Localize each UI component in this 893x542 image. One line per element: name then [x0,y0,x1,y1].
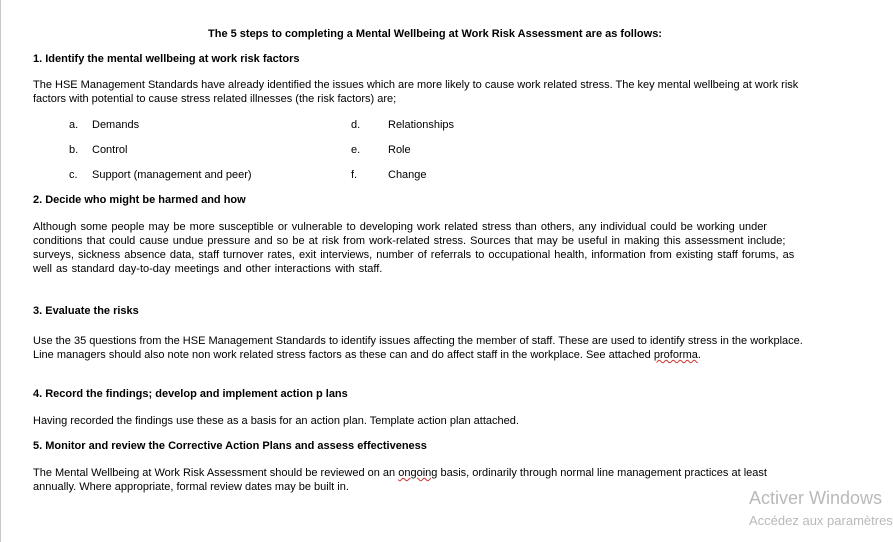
activation-watermark-subtitle: Accédez aux paramètres [749,513,893,528]
risk-factor-label: Control [92,144,128,156]
step4-paragraph: Having recorded the findings use these as a basis for an action plan. Template action plan attached. [33,415,519,427]
step5-text-end: basis, ordinarily through normal line management practices at least annually. Where appropriate, formal review dates may be built in. [33,467,767,493]
step2-paragraph: Although some people may be more susceptible or vulnerable to developing work related stress than others, any individual could be working under conditions that could cause undue pressure and so be at risk from work-related stress. Sources that may be useful in making this assessment include; surveys, sickness absence data, staff turnover rates, exit interviews, number of referrals to occupational health, information from existing staff forums, as well as standard day-to-day meetings and other interactions with staff. [33,221,795,275]
step3-paragraph [33,334,813,362]
step4-heading: 4. Record the findings; develop and implement action p lans [33,388,348,400]
risk-factor-label: Role [388,144,411,156]
risk-factor-label: Support (management and peer) [92,169,252,181]
step3-heading: 3. Evaluate the risks [33,305,139,317]
step2-heading: 2. Decide who might be harmed and how [33,194,246,206]
risk-factor-letter: e. [351,144,361,156]
activation-watermark-title: Activer Windows [749,488,883,508]
step5-heading: 5. Monitor and review the Corrective Action Plans and assess effectiveness [33,440,427,452]
risk-factor-letter: d. [351,119,361,131]
misspelled-word[interactable]: ongoing [398,467,438,479]
step3-text-end: . [697,349,701,361]
document-title: The 5 steps to completing a Mental Wellbeing at Work Risk Assessment are as follows: [208,28,662,40]
step5-text: The Mental Wellbeing at Work Risk Assessment should be reviewed on an [33,467,396,479]
risk-factor-letter: b. [69,144,79,156]
misspelled-word[interactable]: proforma [653,349,698,361]
risk-factor-label: Relationships [388,119,455,131]
risk-factor-letter: c. [69,169,78,181]
step5-paragraph [33,466,813,494]
risk-factor-letter: f. [351,169,358,181]
step1-heading: 1. Identify the mental wellbeing at work risk factors [33,53,300,65]
risk-factor-label: Change [388,169,427,181]
risk-factor-label: Demands [92,119,140,131]
step1-paragraph: The HSE Management Standards have already identified the issues which are more likely to cause work related stress. The key mental wellbeing at work risk factors with potential to cause stress related illnesses (the risk factors) are; [33,79,799,105]
step3-text: Use the 35 questions from the HSE Management Standards to identify issues affecting the member of staff. These are used to identify stress in the workplace. Line managers should also note non work related stress factors as these can and do affect staff in the workplace. See attached [33,335,803,361]
risk-factor-letter: a. [69,119,79,131]
